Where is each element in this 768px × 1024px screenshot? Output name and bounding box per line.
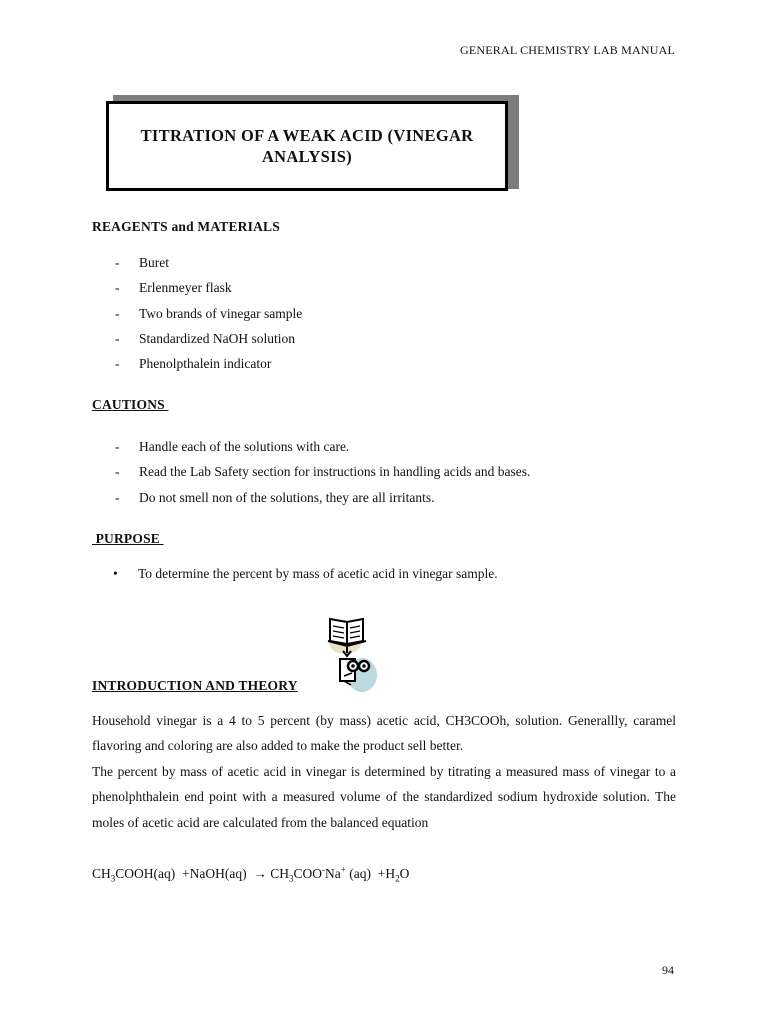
title-box [106, 101, 508, 191]
reagents-list [115, 250, 302, 376]
cautions-list [115, 434, 530, 510]
reaction-arrow: → [253, 866, 267, 881]
page-title [117, 125, 497, 167]
list-item: - Standardized NaOH solution [115, 330, 295, 346]
introduction-paragraph-2: The percent by mass of acetic acid in vinegar is determined by titrating a measured mass of vinegar to a phenolphthalein end point with a measured volume of the standardized sodium hydroxide solution. The moles of acetic acid are calculated from the balanced equation [92, 763, 676, 830]
running-header: GENERAL CHEMISTRY LAB MANUAL [459, 43, 675, 57]
list-item: - Handle each of the solutions with care. [115, 439, 350, 454]
title-line-2: ANALYSIS) [261, 147, 353, 166]
purpose-heading: PURPOSE [95, 531, 160, 546]
list-item: - Erlenmeyer flask [115, 280, 232, 296]
list-item: - Phenolpthalein indicator [115, 356, 272, 372]
list-item: • To determine the percent by mass of acetic acid in vinegar sample. [113, 566, 498, 581]
introduction-paragraph-1: Household vinegar is a 4 to 5 percent (by mass) acetic acid, CH3COOh, solution. Generallly, caramel flavoring and coloring are also added to make the product sell better. [92, 713, 676, 754]
book-and-reader-icon [325, 613, 379, 695]
list-item: - Do not smell non of the solutions, they are all irritants. [115, 489, 435, 505]
list-item: - Two brands of vinegar sample [115, 305, 303, 321]
list-item: - Read the Lab Safety section for instructions in handling acids and bases. [115, 464, 531, 480]
purpose-list [113, 562, 498, 586]
list-item: - Buret [115, 255, 169, 270]
page-number: 94 [662, 963, 674, 977]
balanced-equation: $CH_3COOH(aq)$ +NaOH(aq) → $CH_3COO^-Na^+$ $(aq) +H_2O$ [92, 864, 410, 884]
title-line-1: TITRATION OF A WEAK ACID (VINEGAR [140, 126, 474, 145]
cautions-heading: CAUTIONS [92, 397, 165, 412]
reagents-heading: REAGENTS and MATERIALS [92, 219, 280, 234]
introduction-body [92, 708, 676, 835]
introduction-heading: INTRODUCTION AND THEORY [92, 678, 298, 693]
